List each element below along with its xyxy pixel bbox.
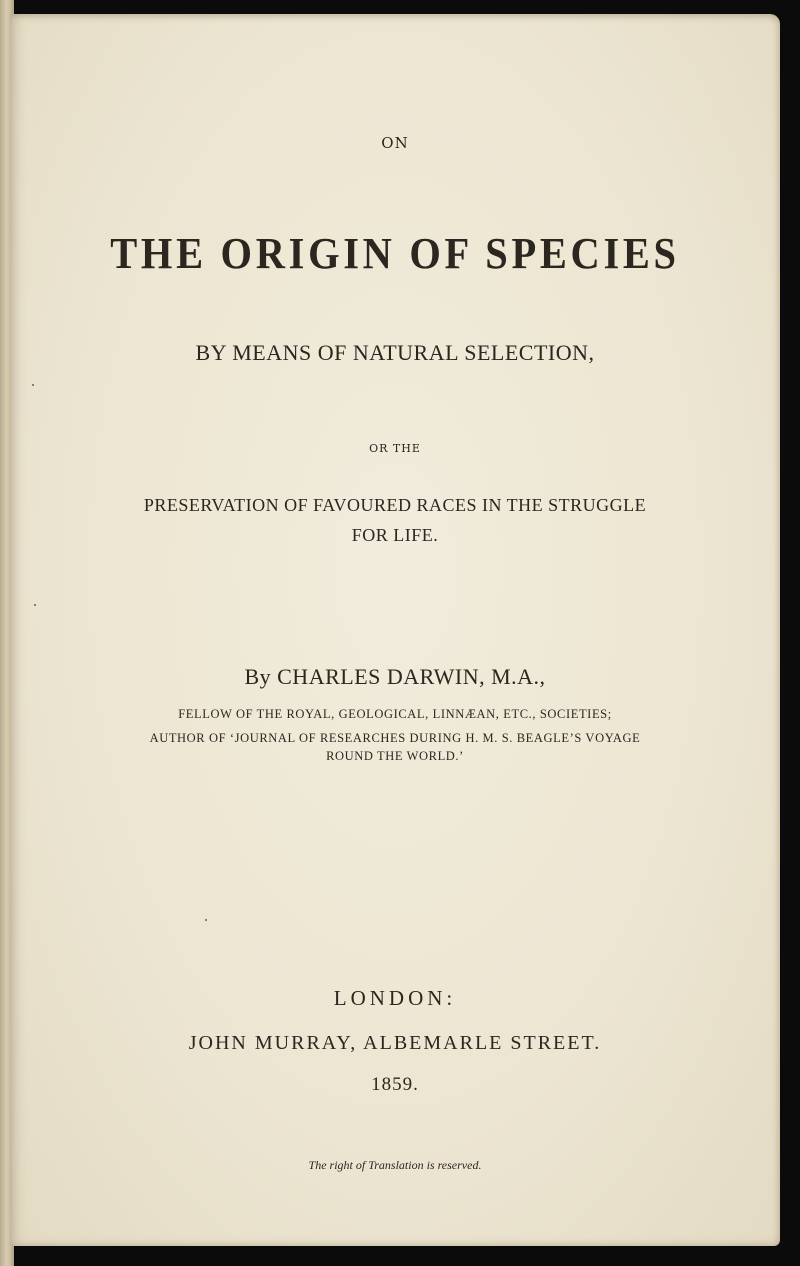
year-line: 1859. bbox=[371, 1074, 419, 1095]
publisher-line: JOHN MURRAY, ALBEMARLE STREET. bbox=[188, 1032, 602, 1054]
scan-background-edge bbox=[780, 0, 800, 1266]
fellow-line: FELLOW OF THE ROYAL, GEOLOGICAL, LINNÆAN, ETC., SOCIETIES; bbox=[178, 707, 612, 721]
paper-speck bbox=[32, 384, 34, 386]
on-line: ON bbox=[381, 134, 409, 152]
or-the-line: OR THE bbox=[369, 442, 421, 455]
paper-page bbox=[10, 14, 780, 1246]
book-title: THE ORIGIN OF SPECIES bbox=[110, 229, 680, 278]
paper-speck bbox=[205, 919, 207, 921]
preservation-line-2: FOR LIFE. bbox=[351, 525, 439, 545]
journal-line-2: ROUND THE WORLD.’ bbox=[326, 749, 464, 763]
book-subtitle: BY MEANS OF NATURAL SELECTION, bbox=[195, 340, 595, 365]
city-line: LONDON: bbox=[333, 986, 457, 1010]
rights-notice: The right of Translation is reserved. bbox=[308, 1158, 482, 1172]
paper-speck bbox=[34, 604, 36, 606]
preservation-line-1: PRESERVATION OF FAVOURED RACES IN THE STRUGGLE bbox=[143, 495, 647, 515]
journal-line-1: AUTHOR OF ‘JOURNAL OF RESEARCHES DURING H. M. S. BEAGLE’S VOYAGE bbox=[149, 731, 641, 745]
author-line: By CHARLES DARWIN, M.A., bbox=[244, 664, 546, 689]
